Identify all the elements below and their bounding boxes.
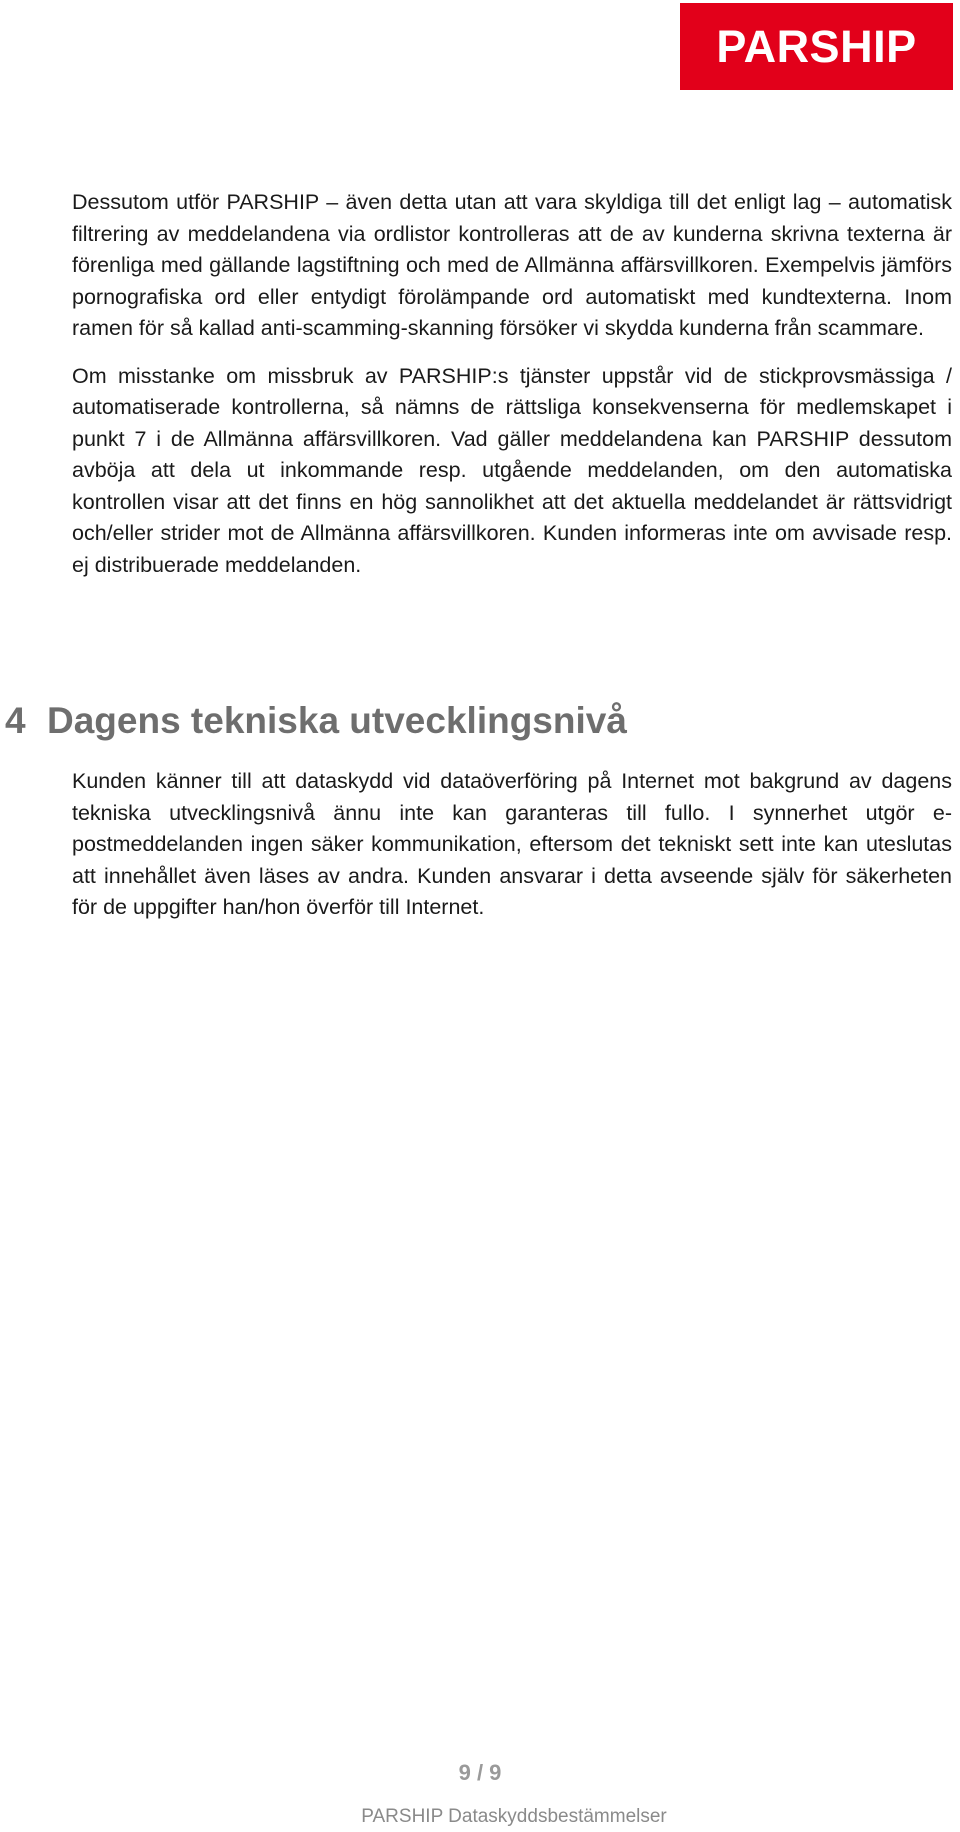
section-number: 4 bbox=[5, 700, 26, 741]
section-heading bbox=[5, 700, 627, 742]
section-title: Dagens tekniska utvecklingsnivå bbox=[47, 700, 627, 741]
footer-document-title: PARSHIP Dataskyddsbestämmelser bbox=[361, 1806, 667, 1827]
paragraph-filtering: Dessutom utför PARSHIP – även detta utan att vara skyldiga till det enligt lag – automatisk filtrering av meddelandena via ordlistor kontrolleras att de av kunderna skrivna texterna är förenliga med gällande lagstiftning och med de Allmänna affärsvillkoren. Exempelvis jämförs pornografiska ord eller entydigt förolämpande ord automatiskt med kundtexterna. Inom ramen för så kallad anti-scamming-skanning försöker vi skydda kunderna från scammare. bbox=[72, 190, 952, 340]
section-body bbox=[72, 766, 952, 940]
paragraph-technical-level: Kunden känner till att dataskydd vid dataöverföring på Internet mot bakgrund av dagens tekniska utvecklingsnivå ännu inte kan garanteras till fullo. I synnerhet utgör e-postmeddelanden ingen säker kommunikation, eftersom det tekniskt sett inte kan uteslutas att innehållet även läses av andra. Kunden ansvarar i detta avseende själv för säkerheten för de uppgifter han/hon överför till Internet. bbox=[72, 769, 952, 919]
paragraph-misuse: Om misstanke om missbruk av PARSHIP:s tjänster uppstår vid de stickprovsmässiga / automatiserade kontrollerna, så nämns de rättsliga konsekvenserna för medlemskapet i punkt 7 i de Allmänna affärsvillkoren. Vad gäller meddelandena kan PARSHIP dessutom avböja att dela ut inkommande resp. utgående meddelanden, om den automatiska kontrollen visar att det finns en hög sannolikhet att det aktuella meddelandet är rättsvidrigt och/eller strider mot de Allmänna affärsvillkoren. Kunden informeras inte om avvisade resp. ej distribuerade meddelanden. bbox=[72, 363, 952, 577]
document-body bbox=[72, 187, 952, 597]
page-number: 9 / 9 bbox=[458, 1760, 502, 1785]
parship-logo: PARSHIP bbox=[680, 3, 953, 90]
